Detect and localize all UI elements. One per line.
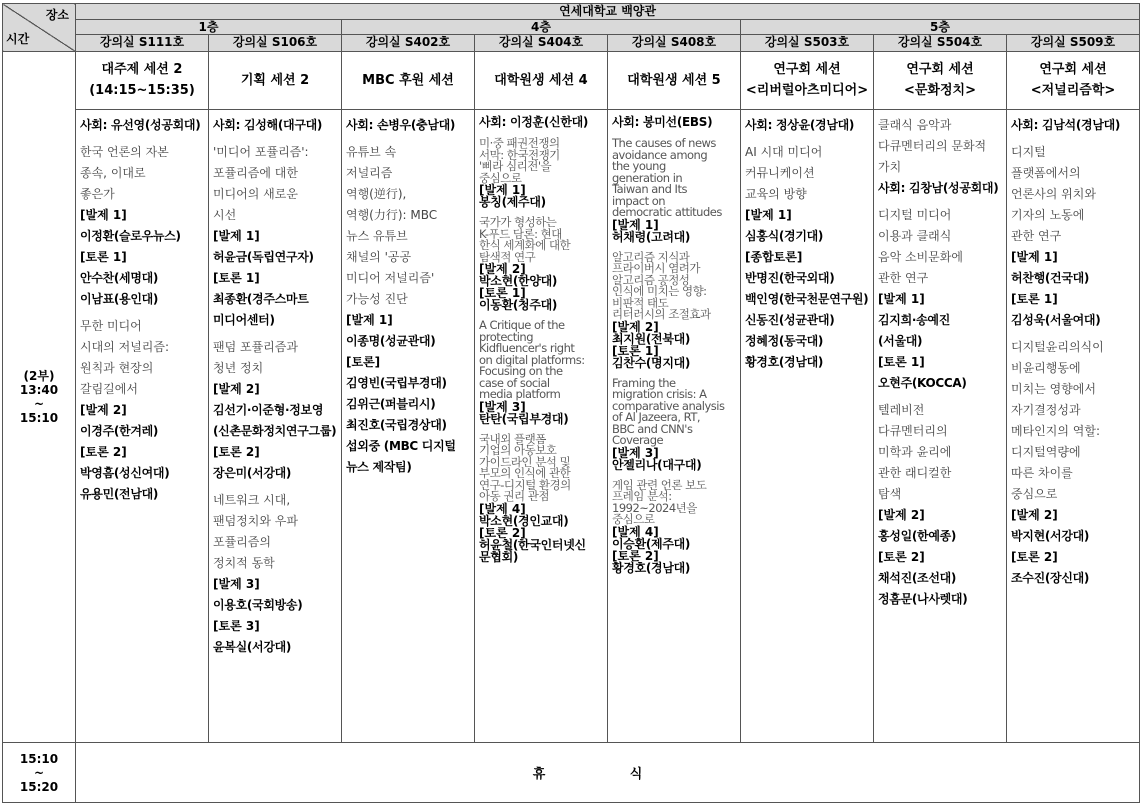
presenter: 홍성일(한예종): [878, 529, 957, 544]
room-header: 강의실 S111호: [76, 35, 209, 51]
paper-title-line: 디지털: [1011, 145, 1046, 160]
presenter: 미디어센터): [213, 313, 275, 328]
presenter: 안젤리나(대구대): [612, 457, 702, 472]
session-title-cell: [76, 51, 209, 110]
paper-title-line: 미디어의 새로운: [213, 187, 298, 202]
presenter: 정혜정(동국대): [745, 334, 824, 349]
paper-title-line: 교육의 방향: [745, 187, 807, 202]
paper-title-line: 역행(逆行),: [346, 187, 407, 202]
presenter: 이동환(청주대): [479, 298, 558, 313]
paper-title: [1011, 337, 1137, 505]
presenter: 섭외중 (MBC 디지털: [346, 439, 456, 454]
presenter: 박영흠(성신여대): [80, 466, 170, 481]
paper-title: [612, 375, 738, 448]
paper-title-line: 뉴스 유튜브: [346, 229, 408, 244]
paper-title-line: 디지털윤리의식이: [1011, 340, 1104, 355]
role-label: [발제 3]: [612, 445, 659, 460]
paper-title-line: 디지털 미디어: [878, 208, 952, 223]
session-body-cell: [1007, 110, 1140, 743]
presenter: 채석진(조선대): [878, 571, 957, 586]
paper-title-line: 중심으로: [1011, 487, 1058, 502]
session-title-line: <저널리즘학>: [1030, 83, 1116, 99]
paper-title: [479, 217, 605, 263]
paper-title-line: 탐색: [878, 487, 902, 502]
paper-title-line: 부모의 인식에 관한: [479, 466, 571, 481]
paper-title-line: 무한 미디어: [80, 319, 142, 334]
paper-title-line: 가능성 진단: [346, 292, 408, 307]
room-header: 강의실 S402호: [342, 35, 475, 51]
session-title-line: 연구회 세션: [1039, 62, 1107, 78]
presenter: (신촌문화정치연구그룹): [213, 424, 337, 439]
session-title-line: MBC 후원 세션: [362, 72, 454, 88]
role-label: [토론 1]: [878, 355, 925, 370]
session-title-cell: [342, 51, 475, 110]
moderator: 사회: 김성해(대구대): [213, 118, 323, 133]
paper-title-line: 리터러시의 조절효과: [612, 307, 711, 322]
session-title-line: 연구회 세션: [906, 62, 974, 78]
paper-title-line: 알고리즘 공정성: [612, 272, 690, 287]
session-body-row: [3, 110, 1140, 743]
paper-title-line: 게임 관련 언론 보도: [612, 477, 707, 492]
presenter: 최진호(국립경상대): [346, 418, 447, 433]
role-label: [토론 1]: [80, 250, 127, 265]
role-label: [발제 1]: [1011, 250, 1058, 265]
presenter: 김찬수(명지대): [612, 355, 691, 370]
paper-title-line: 서막: 한국전쟁기: [479, 147, 560, 162]
slot-end: 15:10: [19, 410, 59, 425]
role-label: [발제 1]: [479, 183, 526, 198]
paper-title-line: 중심으로: [612, 512, 655, 527]
paper-title-line: 관한 연구: [1011, 229, 1062, 244]
presenter: 박지현(서강대): [1011, 529, 1090, 544]
room-header: 강의실 S504호: [874, 35, 1007, 51]
presenter: 황경호(경남대): [612, 560, 691, 575]
paper-title-line: democratic attitudes: [612, 205, 722, 220]
role-label: [토론 1]: [612, 343, 659, 358]
role-label: [종합토론]: [745, 250, 803, 265]
session-title-line: 대주제 세션 2: [101, 62, 183, 78]
session-title-cell: [874, 51, 1007, 110]
paper-title-line: of Al Jazeera, RT,: [612, 410, 701, 425]
paper-title-line: 1992~2024년을: [612, 500, 697, 515]
paper-title-line: 유튜브 속: [346, 145, 397, 160]
paper-title-line: Kidfluencer's right: [479, 341, 575, 356]
role-label: [발제 2]: [612, 319, 659, 334]
paper-title-line: 기업의 아동보호: [479, 443, 557, 458]
paper-title-line: 네트워크 시대,: [213, 493, 291, 508]
time-slot-cell: [3, 51, 76, 743]
paper-title-line: 미학과 윤리에: [878, 445, 952, 460]
paper-title-line: 종속, 이대로: [80, 166, 146, 181]
paper-title-line: 미디어 저널리즘': [346, 271, 435, 286]
role-label: [토론]: [346, 355, 381, 370]
role-label: [발제 1]: [745, 208, 792, 223]
paper-title: [612, 249, 738, 322]
paper-title-line: A Critique of the: [479, 318, 565, 333]
session-body-cell: [342, 110, 475, 743]
presenter: 조수진(장신대): [1011, 571, 1090, 586]
paper-title: [878, 115, 1004, 178]
paper-title: [80, 316, 206, 400]
presenter: 유용민(전남대): [80, 487, 159, 502]
paper-title-line: 기자의 노동에: [1011, 208, 1085, 223]
role-label: [발제 3]: [213, 577, 260, 592]
session-title-line: 연구회 세션: [773, 62, 841, 78]
paper-title-line: 포퓰리즘에 대한: [213, 166, 298, 181]
paper-title-line: 팬덤정치와 우파: [213, 514, 298, 529]
room-header: 강의실 S509호: [1007, 35, 1140, 51]
session-title-cell: [608, 51, 741, 110]
paper-title-line: 언론사의 위치와: [1011, 187, 1096, 202]
paper-title: [80, 142, 206, 205]
paper-title-line: Focusing on the: [479, 364, 563, 379]
paper-title-line: 미치는 영향에서: [1011, 382, 1096, 397]
paper-title-line: case of social: [479, 375, 550, 390]
floor-4: 4층: [342, 20, 741, 35]
schedule-table: [2, 3, 1140, 803]
session-title-cell: [209, 51, 342, 110]
paper-title-line: 인식에 미치는 영향:: [612, 284, 707, 299]
moderator: 사회: 정상윤(경남대): [745, 118, 855, 133]
room-header: 강의실 S404호: [475, 35, 608, 51]
role-label: [토론 1]: [479, 286, 526, 301]
paper-title-line: 이용과 클래식: [878, 229, 952, 244]
paper-title-line: 관한 연구: [878, 271, 929, 286]
break-sep: ~: [33, 765, 45, 780]
presenter: (서울대): [878, 334, 923, 349]
paper-title-line: impact on: [612, 193, 666, 208]
role-label: [발제 2]: [213, 382, 260, 397]
paper-title-line: 클래식 음악과: [878, 118, 952, 133]
role-label: [발제 2]: [479, 262, 526, 277]
session-body-cell: [209, 110, 342, 743]
paper-title: [346, 142, 472, 310]
session-title-row: [3, 51, 1140, 110]
paper-title-line: 팬덤 포퓰리즘과: [213, 340, 298, 355]
session-title-cell: [475, 51, 608, 110]
presenter: 안수찬(세명대): [80, 271, 159, 286]
break-start: 15:10: [19, 751, 59, 766]
presenter: 봉칭(제주대): [479, 195, 546, 210]
moderator: 사회: 김남석(경남대): [1011, 118, 1121, 133]
role-label: [토론 2]: [1011, 550, 1058, 565]
paper-title-line: 국가가 형성하는: [479, 215, 557, 230]
paper-title-line: 플랫폼에서의: [1011, 166, 1081, 181]
presenter: 오현주(KOCCA): [878, 376, 967, 391]
presenter: 뉴스 제작팀): [346, 460, 412, 475]
presenter: 허윤금(독립연구자): [213, 250, 314, 265]
paper-title: [878, 400, 1004, 505]
presenter: 장은미(서강대): [213, 466, 292, 481]
paper-title-line: 원칙과 현장의: [80, 361, 154, 376]
session-title-line: 대학원생 세션 5: [627, 72, 721, 88]
moderator: 사회: 이정훈(신한대): [479, 115, 589, 130]
floor-1: 1층: [76, 20, 342, 35]
role-label: [토론 3]: [213, 619, 260, 634]
role-label: [토론 2]: [213, 445, 260, 460]
paper-title-line: Framing the: [612, 375, 676, 390]
paper-title: [213, 142, 339, 226]
paper-title-line: 탐색적 연구: [479, 249, 536, 264]
presenter: 반명진(한국외대): [745, 271, 835, 286]
presenter: 김영빈(국립부경대): [346, 376, 447, 391]
corner-cell: [3, 4, 76, 52]
paper-title-line: migration crisis: A: [612, 387, 707, 402]
paper-title: [479, 138, 605, 184]
paper-title-line: 갈림길에서: [80, 382, 138, 397]
presenter: 황경호(경남대): [745, 355, 824, 370]
role-label: [발제 1]: [213, 229, 260, 244]
role-label: [토론 1]: [213, 271, 260, 286]
paper-title-line: media platform: [479, 387, 561, 402]
presenter: 김지희·송예진: [878, 313, 951, 328]
role-label: [발제 3]: [479, 399, 526, 414]
session-title-cell: [741, 51, 874, 110]
slot-start: 13:40: [19, 382, 59, 397]
presenter: 이승환(제주대): [612, 536, 691, 551]
role-label: [토론 2]: [878, 550, 925, 565]
presenter: 윤복실(서강대): [213, 640, 292, 655]
session-body-cell: [741, 110, 874, 743]
presenter: 이종명(성균관대): [346, 334, 436, 349]
role-label: [토론 2]: [479, 525, 526, 540]
role-label: [발제 1]: [80, 208, 127, 223]
role-label: [발제 4]: [612, 524, 659, 539]
presenter: 백인영(한국천문연구원): [745, 292, 869, 307]
paper-title-line: 관한 래디컬한: [878, 466, 952, 481]
floor-row: [3, 20, 1140, 35]
role-label: [토론 2]: [612, 548, 659, 563]
paper-title-line: 디지털역량에: [1011, 445, 1081, 460]
paper-title-line: 다큐멘터리의 문화적: [878, 139, 987, 154]
break-row: [3, 743, 1140, 803]
presenter: 김성욱(서울여대): [1011, 313, 1101, 328]
paper-title-line: 텔레비전: [878, 403, 925, 418]
paper-title-line: Coverage: [612, 433, 664, 448]
room-row: [3, 35, 1140, 51]
paper-title-line: 프라이버시 염려가: [612, 261, 701, 276]
paper-title-line: '삐라 심리전'을: [479, 159, 552, 174]
paper-title-line: 포퓰리즘의: [213, 535, 271, 550]
presenter: 박소현(한양대): [479, 274, 558, 289]
paper-title-line: BBC and CNN's: [612, 421, 693, 436]
moderator: 사회: 손병우(충남대): [346, 118, 456, 133]
presenter: 최종환(경주스마트: [213, 292, 309, 307]
role-label: [발제 2]: [1011, 508, 1058, 523]
presenter: 심홍식(경기대): [745, 229, 824, 244]
session-title-cell: [1007, 51, 1140, 110]
slot-part: (2부): [23, 368, 55, 383]
presenter: 허채령(고려대): [612, 229, 691, 244]
paper-title-line: 프레임 분석:: [612, 489, 672, 504]
paper-title-line: 커뮤니케이션: [745, 166, 815, 181]
role-label: [발제 1]: [878, 292, 925, 307]
paper-title-line: 자기결정성과: [1011, 403, 1081, 418]
paper-title: [612, 138, 738, 219]
break-time-cell: [3, 743, 76, 803]
paper-title-line: 역행(力行): MBC: [346, 208, 438, 223]
paper-title-line: 한국 언론의 자본: [80, 145, 169, 160]
paper-title-line: 국내외 플랫폼: [479, 431, 546, 446]
presenter: 이정환(슬로우뉴스): [80, 229, 181, 244]
paper-title-line: the young: [612, 159, 666, 174]
session-body-cell: [76, 110, 209, 743]
session-title-line: (14:15~15:35): [89, 83, 195, 99]
session-body-cell: [608, 110, 741, 743]
paper-title-line: 아동 권리 관점: [479, 489, 549, 504]
presenter: 탄탄(국립부경대): [479, 411, 569, 426]
session-title-line: <리버럴아츠미디어>: [745, 83, 869, 99]
paper-title-line: 다큐멘터리의: [878, 424, 948, 439]
presenter: 문협회): [479, 549, 519, 564]
session-body-cell: [874, 110, 1007, 743]
paper-title: [878, 205, 1004, 289]
room-header: 강의실 S503호: [741, 35, 874, 51]
paper-title-line: 음악 소비문화에: [878, 250, 963, 265]
paper-title-line: 가치: [878, 160, 902, 175]
paper-title-line: 연구-디지털 환경의: [479, 477, 571, 492]
paper-title-line: 시선: [213, 208, 237, 223]
room-header: 강의실 S106호: [209, 35, 342, 51]
paper-title-line: The causes of news: [612, 136, 716, 151]
slot-sep: ~: [33, 396, 45, 411]
presenter: 허찬행(건국대): [1011, 271, 1090, 286]
paper-title-line: 시대의 저널리즘:: [80, 340, 170, 355]
moderator: 사회: 유선영(성공회대): [80, 118, 201, 133]
moderator: 사회: 봉미선(EBS): [612, 115, 713, 130]
session-body-cell: [475, 110, 608, 743]
paper-title: [612, 477, 738, 527]
presenter: 허윤철(한국인터넷신: [479, 537, 586, 552]
paper-title: [213, 490, 339, 574]
presenter: 최지원(전북대): [612, 331, 691, 346]
paper-title-line: 한식 세계화에 대한: [479, 238, 571, 253]
paper-title-line: 중심으로: [479, 170, 522, 185]
session-title-line: <문화정치>: [903, 83, 977, 99]
paper-title-line: 비윤리행동에: [1011, 361, 1081, 376]
paper-title-line: 알고리즘 지식과: [612, 249, 690, 264]
role-label: [발제 2]: [878, 508, 925, 523]
presenter: 정홈문(나사렛대): [878, 592, 968, 607]
presenter: 이용호(국회방송): [213, 598, 303, 613]
presenter: 김선기·이준형·정보영: [213, 403, 324, 418]
paper-title-line: protecting: [479, 329, 534, 344]
paper-title: [213, 337, 339, 379]
paper-title-line: 좋은가: [80, 187, 115, 202]
role-label: [토론 2]: [80, 445, 127, 460]
time-label: 시간: [6, 31, 30, 46]
session-title-line: 대학원생 세션 4: [494, 72, 588, 88]
paper-title-line: avoidance among: [612, 147, 708, 162]
break-end: 15:20: [19, 779, 59, 794]
moderator: 사회: 김창남(성공회대): [878, 181, 999, 196]
role-label: [발제 1]: [346, 313, 393, 328]
paper-title-line: '미디어 포퓰리즘':: [213, 145, 309, 160]
paper-title-line: on digital platforms:: [479, 352, 585, 367]
paper-title: [1011, 142, 1137, 247]
session-title-line: 기획 세션 2: [240, 72, 310, 88]
paper-title-line: Taiwan and Its: [612, 182, 687, 197]
venue-header: 연세대학교 백양관: [76, 4, 1140, 20]
paper-title-line: K-푸드 담론: 현대: [479, 226, 562, 241]
presenter: 이경주(한겨레): [80, 424, 159, 439]
paper-title: [479, 320, 605, 401]
paper-title: [479, 431, 605, 504]
paper-title-line: AI 시대 미디어: [745, 145, 823, 160]
place-label: 장소: [45, 8, 69, 22]
paper-title-line: generation in: [612, 170, 683, 185]
presenter: 박소현(경인교대): [479, 513, 569, 528]
presenter: 김위근(퍼블리시): [346, 397, 436, 412]
paper-title-line: 저널리즘: [346, 166, 393, 181]
paper-title-line: comparative analysis: [612, 398, 725, 413]
floor-5: 5층: [741, 20, 1140, 35]
role-label: [발제 4]: [479, 501, 526, 516]
paper-title-line: 미·중 패권전쟁의: [479, 136, 560, 151]
room-header: 강의실 S408호: [608, 35, 741, 51]
break-label: 휴 식: [76, 743, 1140, 803]
role-label: [발제 2]: [80, 403, 127, 418]
paper-title-line: 정치적 동학: [213, 556, 275, 571]
paper-title: [745, 142, 871, 205]
paper-title-line: 메타인지의 역할:: [1011, 424, 1101, 439]
presenter: 이남표(용인대): [80, 292, 159, 307]
role-label: [토론 1]: [1011, 292, 1058, 307]
paper-title-line: 채널의 '공공: [346, 250, 412, 265]
paper-title-line: 청년 정치: [213, 361, 264, 376]
presenter: 신동진(성균관대): [745, 313, 835, 328]
venue-row: [3, 4, 1140, 20]
role-label: [발제 1]: [612, 217, 659, 232]
paper-title-line: 비판적 태도: [612, 295, 669, 310]
paper-title-line: 가이드라인 분석 및: [479, 454, 571, 469]
paper-title-line: 따른 차이를: [1011, 466, 1073, 481]
